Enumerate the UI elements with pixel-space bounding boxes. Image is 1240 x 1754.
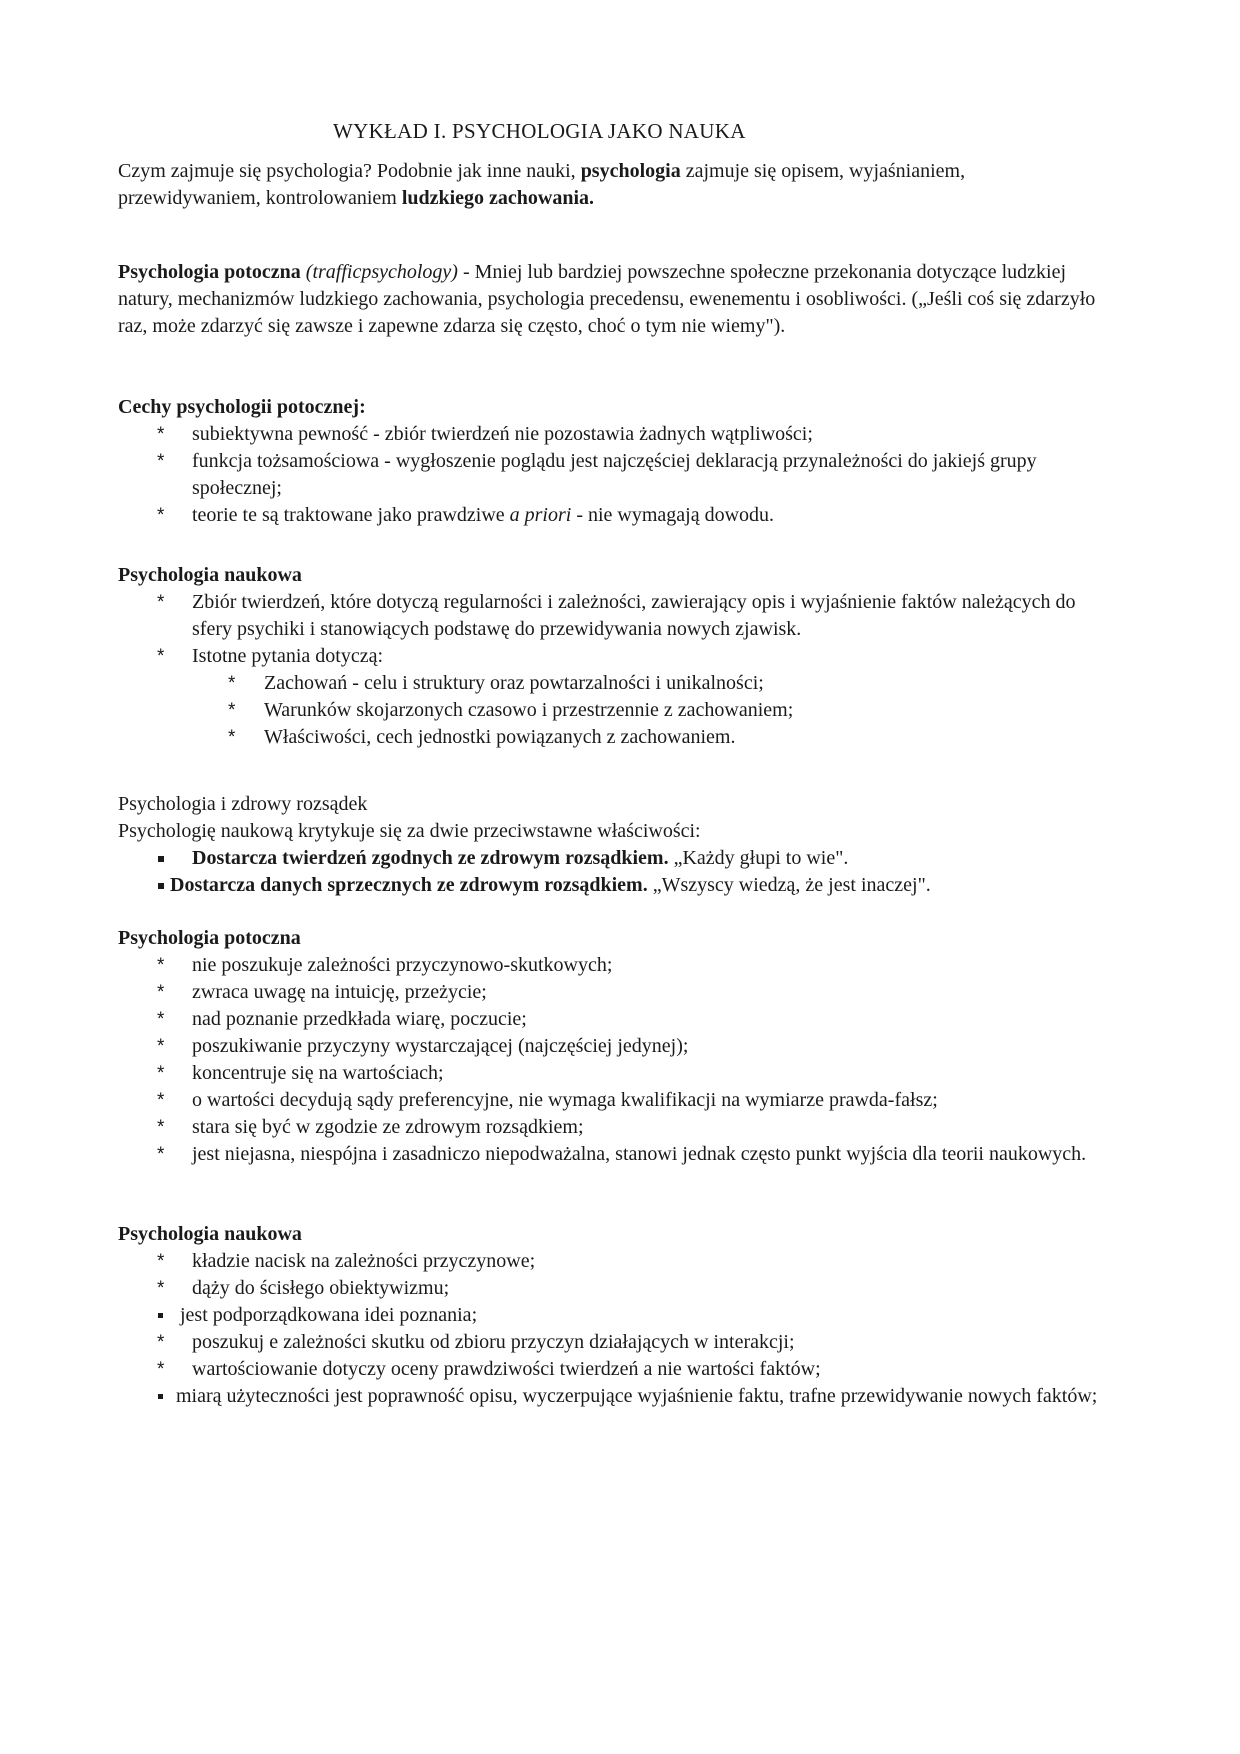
potoczna-definition <box>118 259 1103 340</box>
asterisk-bullet-icon: * <box>157 424 165 445</box>
list-item-text: poszukiwanie przyczyny wystarczającej (najczęściej jedynej); <box>192 1035 689 1057</box>
square-bullet-icon <box>158 883 164 889</box>
list-item-text: poszukuj e zależności skutku od zbioru przyczyn działających w interakcji; <box>192 1331 795 1353</box>
intro-bold-1: psychologia <box>580 160 681 182</box>
naukowa-list-2 <box>118 1248 1103 1410</box>
list-item <box>118 502 1103 529</box>
list-item <box>118 1141 1103 1168</box>
list-item <box>118 1060 1103 1087</box>
asterisk-bullet-icon: * <box>228 700 236 721</box>
list-item <box>118 1006 1103 1033</box>
list-item-wrap <box>176 1383 1103 1410</box>
list-item-text: stara się być w zgodzie ze zdrowym rozsądkiem; <box>192 1116 584 1138</box>
list-item-text: Warunków skojarzonych czasowo i przestrzennie z zachowaniem; <box>264 699 794 721</box>
asterisk-bullet-icon: * <box>157 1009 165 1030</box>
list-item <box>118 1114 1103 1141</box>
sub-list-item <box>118 724 1103 751</box>
list-item-text: „Wszyscy wiedzą, że jest inaczej". <box>647 874 931 896</box>
square-bullet-icon <box>158 856 164 862</box>
list-item <box>118 979 1103 1006</box>
list-item <box>118 589 1103 643</box>
naukowa-heading-1: Psychologia naukowa <box>118 564 302 586</box>
small-square-bullet-icon <box>158 1394 163 1399</box>
asterisk-bullet-icon: * <box>157 1278 165 1299</box>
list-item-text: subiektywna pewność - zbiór twierdzeń nie pozostawia żadnych wątpliwości; <box>192 423 813 445</box>
cechy-section <box>118 394 1103 529</box>
list-item-text: - nie wymagają dowodu. <box>571 504 775 526</box>
rozsadek-heading: Psychologia i zdrowy rozsądek <box>118 793 368 815</box>
list-item <box>118 952 1103 979</box>
list-item <box>118 845 1103 872</box>
sub-list-item <box>118 670 1103 697</box>
asterisk-bullet-icon: * <box>157 1359 165 1380</box>
asterisk-bullet-icon: * <box>157 1036 165 1057</box>
list-item <box>118 1248 1103 1275</box>
list-item-text: nie poszukuje zależności przyczynowo-skutkowych; <box>192 954 613 976</box>
list-item-text: jest podporządkowana idei poznania; <box>180 1304 478 1326</box>
list-item-text: „Każdy głupi to wie". <box>668 847 849 869</box>
potoczna-definition-text: - Mniej lub bardziej powszechne społeczne przekonania dotyczące ludzkiej natury, mechanizmów ludzkiego zachowania, psychologia precedensu, ewenementu i osobliwości. („Jeśli coś się zdarzyło raz, może zdarzyć się zawsze i zapewne zdarza się często, choć o tym nie wiemy"). <box>118 261 1096 337</box>
list-item-text: Zbiór twierdzeń, które dotyczą regularności i zależności, zawierający opis i wyjaśnienie faktów należących do sfery psychiki i stanowiących podstawę do przewidywania nowych zjawisk. <box>192 591 1076 640</box>
cechy-heading: Cechy psychologii potocznej: <box>118 396 366 418</box>
list-item <box>118 1302 1103 1329</box>
asterisk-bullet-icon: * <box>157 955 165 976</box>
list-item-bold: Dostarcza twierdzeń zgodnych ze zdrowym rozsądkiem. <box>192 847 669 869</box>
list-item-text: dąży do ścisłego obiektywizmu; <box>192 1277 450 1299</box>
list-item <box>118 1033 1103 1060</box>
intro-paragraph <box>118 158 1103 212</box>
potoczna-heading-2: Psychologia potoczna <box>118 927 301 949</box>
list-item-text: nad poznanie przedkłada wiarę, poczucie; <box>192 1008 527 1030</box>
list-item <box>118 872 1103 899</box>
list-item <box>118 1275 1103 1302</box>
list-item-text: wartościowanie dotyczy oceny prawdziwości twierdzeń a nie wartości faktów; <box>192 1358 821 1380</box>
potoczna-section-2 <box>118 925 1103 1168</box>
asterisk-bullet-icon: * <box>157 592 165 613</box>
naukowa-heading-2: Psychologia naukowa <box>118 1223 302 1245</box>
asterisk-bullet-icon: * <box>228 673 236 694</box>
list-item-bold: Dostarcza danych sprzecznych ze zdrowym rozsądkiem. <box>170 874 648 896</box>
list-item-text: o wartości decydują sądy preferencyjne, nie wymaga kwalifikacji na wymiarze prawda-fałsz; <box>192 1089 938 1111</box>
list-item-italic: a priori <box>509 504 572 526</box>
list-item-text: koncentruje się na wartościach; <box>192 1062 444 1084</box>
asterisk-bullet-icon: * <box>157 646 165 667</box>
intro-text-1: Czym zajmuje się psychologia? Podobnie jak inne nauki, <box>118 160 581 182</box>
naukowa-section-1 <box>118 562 1103 751</box>
naukowa-section-2 <box>118 1221 1103 1410</box>
asterisk-bullet-icon: * <box>157 1117 165 1138</box>
asterisk-bullet-icon: * <box>228 727 236 748</box>
list-item <box>118 1356 1103 1383</box>
rozsadek-intro: Psychologię naukową krytykuje się za dwie przeciwstawne właściwości: <box>118 820 701 842</box>
list-item <box>118 643 1103 670</box>
potoczna-list-2 <box>118 952 1103 1168</box>
list-item-text: miarą użyteczności jest poprawność opisu, wyczerpujące wyjaśnienie faktu, trafne przewidywanie nowych faktów; <box>176 1385 1098 1407</box>
list-item-text: jest niejasna, niespójna i zasadniczo niepodważalna, stanowi jednak często punkt wyjścia dla teorii naukowych. <box>192 1143 1087 1165</box>
small-square-bullet-icon <box>158 1313 163 1318</box>
list-item <box>118 421 1103 448</box>
asterisk-bullet-icon: * <box>157 1090 165 1111</box>
asterisk-bullet-icon: * <box>157 1251 165 1272</box>
rozsadek-section <box>118 791 1103 899</box>
list-item-text: funkcja tożsamościowa - wygłoszenie poglądu jest najczęściej deklaracją przynależności do jakiejś grupy społecznej; <box>192 450 1037 499</box>
potoczna-term: Psychologia potoczna <box>118 261 306 283</box>
list-item-text: Właściwości, cech jednostki powiązanych z zachowaniem. <box>264 726 736 748</box>
asterisk-bullet-icon: * <box>157 982 165 1003</box>
list-item-text: Zachowań - celu i struktury oraz powtarzalności i unikalności; <box>264 672 764 694</box>
asterisk-bullet-icon: * <box>157 1063 165 1084</box>
list-item-text: Istotne pytania dotyczą: <box>192 645 384 667</box>
list-item-text: zwraca uwagę na intuicję, przeżycie; <box>192 981 487 1003</box>
intro-bold-2: ludzkiego zachowania. <box>401 187 595 209</box>
cechy-list <box>118 421 1103 529</box>
rozsadek-list <box>118 845 1103 899</box>
list-item <box>118 1087 1103 1114</box>
naukowa-list-1 <box>118 589 1103 751</box>
asterisk-bullet-icon: * <box>157 1332 165 1353</box>
list-item <box>118 448 1103 502</box>
list-item <box>118 1383 1103 1410</box>
list-item-text: teorie te są traktowane jako prawdziwe <box>192 504 510 526</box>
asterisk-bullet-icon: * <box>157 1144 165 1165</box>
intro-text-2: zajmuje się opisem, wyjaśnianiem, przewidywaniem, kontrolowaniem <box>118 160 966 209</box>
sub-list-item <box>118 697 1103 724</box>
list-item <box>118 1329 1103 1356</box>
potoczna-term-english: (trafficpsychology) <box>305 261 458 283</box>
asterisk-bullet-icon: * <box>157 505 165 526</box>
asterisk-bullet-icon: * <box>157 451 165 472</box>
page-title: WYKŁAD I. PSYCHOLOGIA JAKO NAUKA <box>333 119 746 143</box>
list-item-text: kładzie nacisk na zależności przyczynowe; <box>192 1250 536 1272</box>
